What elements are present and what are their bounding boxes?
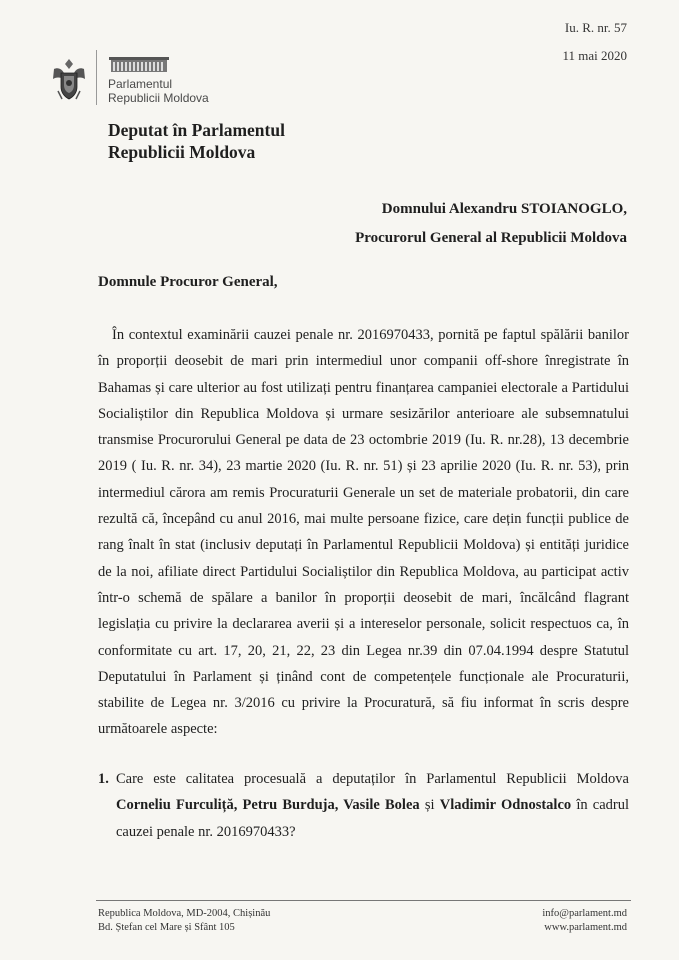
footer-address [98, 907, 270, 935]
deputy-name-2: Petru Burduja [242, 797, 335, 814]
salutation: Domnule Procuror General, [98, 274, 278, 290]
footer-divider [96, 900, 631, 901]
footer-address-line-1: Republica Moldova, MD-2004, Chișinău [98, 908, 271, 919]
addressee-title: Procurorul General al Republicii Moldova [355, 230, 627, 246]
body-paragraph: În contextul examinării cauzei penale nr. 2016970433, pornită pe faptul spălării banilor în proporții deosebit de mari prin intermediul unor companii off-shore înregistrate în Bahamas și care ulterior au fost utilizați pentru finanțarea campaniei electorale a Partidului Socialiștilor din Republica Moldova și urmare sesizărilor anterioare ale subsemnatului transmise Procurorului General pe data de 23 octombrie 2019 (Iu. R. nr.28), 13 decembrie 2019 ( Iu. R. nr. 34), 23 martie 2020 (Iu. R. nr. 51) și 23 aprilie 2020 (Iu. R. nr. 53), prin intermediul cărora am remis Procuraturii Generale un set de materiale probatorii, din care rezultă că, începând cu anul 2016, mai multe persoane fizice, care dețin funcții publice de rang înalt în stat (inclusiv deputați în Parlamentul Republicii Moldova) și entități juridice de la noi, afiliate direct Partidului Socialiștilor din Republica Moldova, au participat activ într-o schemă de spălare a banilor în proporții deosebit de mari, încălcând flagrant legislația cu privire la declararea averii și a intereselor personale, solicit respectuos ca, în conformitate cu art. 17, 20, 21, 22, 23 din Legea nr.39 din 07.04.1994 despre Statutul Deputatului în Parlament și ținând cont de competențele funcționale ale Procuraturii, stabilite de Legea nr. 3/2016 cu privire la Procuratură, să fiu informat în scris despre următoarele aspecte: [98, 327, 629, 738]
reference-number: Iu. R. nr. 57 [564, 20, 627, 35]
name-separator-1: , [233, 797, 243, 814]
institution-line-2: Republicii Moldova [108, 91, 209, 105]
institution-line-1: Parlamentul [108, 77, 173, 91]
letter-date: 11 mai 2020 [562, 48, 627, 63]
sender-line-1: Deputat în Parlamentul [108, 120, 285, 140]
addressee-name: Domnului Alexandru STOIANOGLO, [381, 201, 627, 217]
footer-website: www.parlament.md [544, 922, 627, 933]
name-separator-2: , [334, 797, 344, 814]
footer-contact [542, 907, 627, 935]
header-divider [96, 50, 97, 105]
parliament-building-icon [108, 55, 170, 73]
footer-email: info@parlament.md [542, 908, 627, 919]
point-text-after: în cadrul cauzei penale nr. 2016970433? [116, 797, 630, 840]
point-text-before: Care este calitatea procesuală a deputaților în Parlamentul Republicii Moldova [116, 771, 629, 787]
sender-title [108, 119, 285, 163]
addressee-block [355, 195, 627, 253]
coat-of-arms-icon [50, 55, 88, 103]
request-point [98, 766, 629, 845]
deputy-name-1: Corneliu Furculiță [116, 797, 234, 814]
institution-name [108, 77, 209, 105]
deputy-name-4: Vladimir Odnostalco [439, 797, 572, 814]
point-number: 1. [98, 771, 109, 787]
sender-line-2: Republicii Moldova [108, 142, 256, 162]
deputy-name-3: Vasile Bolea [343, 797, 420, 814]
point-text [116, 766, 629, 845]
footer-address-line-2: Bd. Ștefan cel Mare și Sfânt 105 [98, 922, 235, 933]
name-separator-3: și [419, 797, 440, 814]
